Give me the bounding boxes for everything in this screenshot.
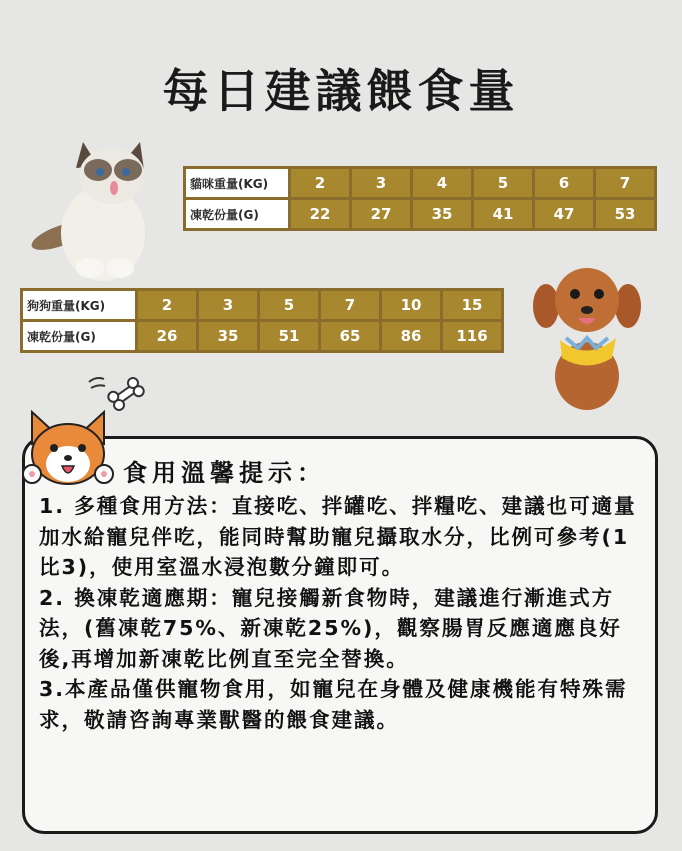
dog-weight-cell: 15 [443, 291, 501, 319]
cat-weight-cell: 3 [352, 169, 410, 197]
dog-portion-row [23, 322, 501, 350]
dog-photo-icon [532, 258, 642, 413]
cat-feeding-table [183, 166, 657, 231]
dog-portion-cell: 65 [321, 322, 379, 350]
dog-weight-cell: 10 [382, 291, 440, 319]
dog-portion-cell: 26 [138, 322, 196, 350]
dog-weight-cell: 5 [260, 291, 318, 319]
dog-weight-row [23, 291, 501, 319]
cat-weight-cell: 5 [474, 169, 532, 197]
dog-feeding-table [20, 288, 504, 353]
cat-weight-cell: 4 [413, 169, 471, 197]
cat-weight-cell: 6 [535, 169, 593, 197]
cat-portion-cell: 27 [352, 200, 410, 228]
dog-portion-cell: 51 [260, 322, 318, 350]
dog-weight-cell: 3 [199, 291, 257, 319]
dog-portion-label: 凍乾份量(G) [23, 322, 135, 350]
tip-item: 3.本產品僅供寵物食用，如寵兒在身體及健康機能有特殊需求，敬請咨詢專業獸醫的餵食建議。 [39, 677, 628, 732]
cat-weight-cell: 2 [291, 169, 349, 197]
dog-weight-cell: 2 [138, 291, 196, 319]
tip-item: 2. 換凍乾適應期：寵兒接觸新食物時，建議進行漸進式方法，(舊凍乾75%、新凍乾25%)，觀察腸胃反應適應良好後,再增加新凍乾比例直至完全替換。 [39, 585, 622, 671]
dog-weight-label: 狗狗重量(KG) [23, 291, 135, 319]
tip-item: 1. 多種食用方法：直接吃、拌罐吃、拌糧吃、建議也可適量加水給寵兒伴吃，能同時幫助寵兒攝取水分，比例可參考(1比3)，使用室溫水浸泡數分鐘即可。 [39, 494, 637, 579]
page-title: 每日建議餵食量 [162, 64, 520, 118]
cat-weight-label: 貓咪重量(KG) [186, 169, 288, 197]
cat-portion-cell: 41 [474, 200, 532, 228]
cat-weight-row [186, 169, 654, 197]
cat-portion-cell: 22 [291, 200, 349, 228]
dog-portion-cell: 86 [382, 322, 440, 350]
tips-title: 食用溫馨提示： [123, 459, 326, 487]
cat-photo-icon [28, 118, 163, 283]
cat-weight-cell: 7 [596, 169, 654, 197]
cat-portion-label: 凍乾份量(G) [186, 200, 288, 228]
cat-portion-row [186, 200, 654, 228]
corgi-icon [18, 404, 118, 492]
dog-portion-cell: 116 [443, 322, 501, 350]
feeding-tips-panel [22, 436, 658, 834]
cat-portion-cell: 53 [596, 200, 654, 228]
dog-weight-cell: 7 [321, 291, 379, 319]
cat-portion-cell: 47 [535, 200, 593, 228]
tips-list [39, 491, 645, 735]
cat-portion-cell: 35 [413, 200, 471, 228]
dog-portion-cell: 35 [199, 322, 257, 350]
